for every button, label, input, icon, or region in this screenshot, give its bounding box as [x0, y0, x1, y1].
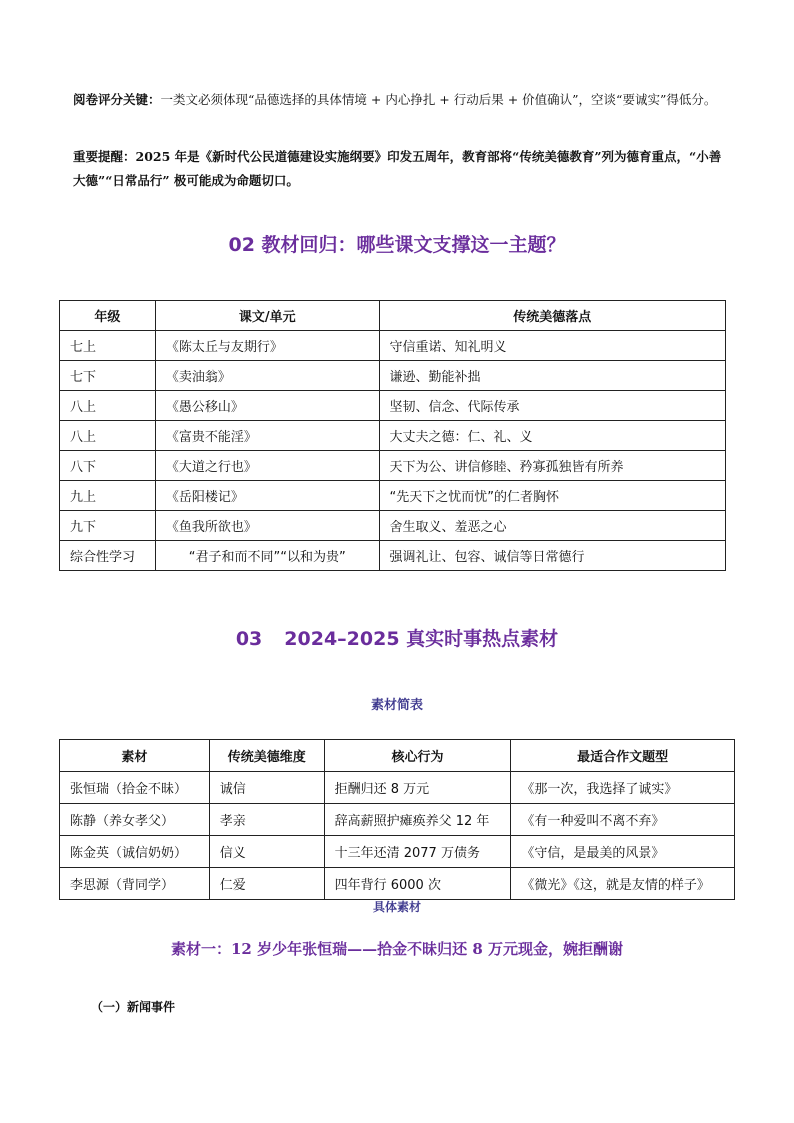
section-02-heading: 02 教材回归：哪些课文支撑这一主题？	[228, 234, 566, 256]
grade-cell: 七下	[60, 361, 156, 391]
textbook-table-header-row	[60, 301, 726, 331]
table-row	[60, 541, 726, 571]
action-cell: 十三年还清 2077 万债务	[324, 836, 511, 868]
section-03-heading	[0, 624, 794, 651]
grade-cell: 八下	[60, 451, 156, 481]
reminder-text: 2025 年是《新时代公民道德建设实施纲要》印发五周年，教育部将“传统美德教育”列为德育重点，“小善大德”“日常品行” 极可能成为命题切口。	[73, 149, 722, 188]
table-row	[60, 331, 726, 361]
source-cell: 陈金英（诚信奶奶）	[60, 836, 210, 868]
material-table-header-row	[60, 740, 735, 772]
material-header-virtue: 传统美德维度	[209, 740, 324, 772]
grade-cell: 综合性学习	[60, 541, 156, 571]
table-row	[60, 804, 735, 836]
action-cell: 四年背行 6000 次	[324, 868, 511, 900]
textbook-table	[59, 300, 726, 571]
table-row	[60, 836, 735, 868]
virtue-cell: 坚韧、信念、代际传承	[379, 391, 725, 421]
virtue-cell: 诚信	[209, 772, 324, 804]
virtue-cell: 天下为公、讲信修睦、矜寡孤独皆有所养	[379, 451, 725, 481]
virtue-cell: 舍生取义、羞恶之心	[379, 511, 725, 541]
text-cell: 《富贵不能淫》	[155, 421, 379, 451]
table-row	[60, 772, 735, 804]
action-cell: 辞高薪照护瘫痪养父 12 年	[324, 804, 511, 836]
text-cell: 《大道之行也》	[155, 451, 379, 481]
text-cell: 《愚公移山》	[155, 391, 379, 421]
text-cell: 《陈太丘与友期行》	[155, 331, 379, 361]
table-row	[60, 451, 726, 481]
material-one-title: 素材一：12 岁少年张恒瑞——拾金不昧归还 8 万元现金，婉拒酬谢	[171, 940, 623, 958]
essay-type-cell: 《微光》《这，就是友情的样子》	[511, 868, 735, 900]
textbook-header-virtue: 传统美德落点	[379, 301, 725, 331]
textbook-header-text: 课文/单元	[155, 301, 379, 331]
grade-cell: 八上	[60, 421, 156, 451]
reminder-paragraph	[73, 145, 733, 193]
essay-type-cell: 《有一种爱叫不离不弃》	[511, 804, 735, 836]
table-row	[60, 511, 726, 541]
grade-cell: 七上	[60, 331, 156, 361]
text-cell: 《卖油翁》	[155, 361, 379, 391]
material-table	[59, 739, 735, 900]
material-summary-caption: 素材简表	[370, 698, 423, 713]
text-cell: 《岳阳楼记》	[155, 481, 379, 511]
grade-cell: 八上	[60, 391, 156, 421]
table-row	[60, 391, 726, 421]
material-header-action: 核心行为	[324, 740, 511, 772]
grade-cell: 九下	[60, 511, 156, 541]
virtue-cell: 仁爱	[209, 868, 324, 900]
table-row	[60, 421, 726, 451]
text-cell: 《鱼我所欲也》	[155, 511, 379, 541]
action-cell: 拒酬归还 8 万元	[324, 772, 511, 804]
textbook-header-grade: 年级	[60, 301, 156, 331]
essay-type-cell: 《那一次，我选择了诚实》	[511, 772, 735, 804]
reminder-label: 重要提醒：	[73, 149, 136, 164]
virtue-cell: 强调礼让、包容、诚信等日常德行	[379, 541, 725, 571]
grade-cell: 九上	[60, 481, 156, 511]
table-row	[60, 481, 726, 511]
material-header-source: 素材	[60, 740, 210, 772]
scoring-key-label: 阅卷评分关键：	[73, 92, 161, 107]
specific-material-caption: 具体素材	[372, 900, 421, 914]
source-cell: 张恒瑞（拾金不昧）	[60, 772, 210, 804]
scoring-key-text: 一类文必须体现“品德选择的具体情境 + 内心挣扎 + 行动后果 + 价值确认”，空谈“要诚实”得低分。	[160, 92, 717, 107]
source-cell: 陈静（养女孝父）	[60, 804, 210, 836]
source-cell: 李思源（背同学）	[60, 868, 210, 900]
virtue-cell: 大丈夫之德：仁、礼、义	[379, 421, 725, 451]
section-03-number: 03	[235, 628, 263, 650]
virtue-cell: 孝亲	[209, 804, 324, 836]
section-03-title: 2024–2025 真实时事热点素材	[284, 628, 559, 650]
table-row	[60, 868, 735, 900]
virtue-cell: 信义	[209, 836, 324, 868]
virtue-cell: “先天下之忧而忧”的仁者胸怀	[379, 481, 725, 511]
table-row	[60, 361, 726, 391]
scoring-key-paragraph	[73, 88, 733, 112]
text-cell: “君子和而不同”“以和为贵”	[155, 541, 379, 571]
essay-type-cell: 《守信，是最美的风景》	[511, 836, 735, 868]
virtue-cell: 谦逊、勤能补拙	[379, 361, 725, 391]
material-header-essay-type: 最适合作文题型	[511, 740, 735, 772]
news-event-subtitle: （一）新闻事件	[91, 1000, 176, 1014]
virtue-cell: 守信重诺、知礼明义	[379, 331, 725, 361]
